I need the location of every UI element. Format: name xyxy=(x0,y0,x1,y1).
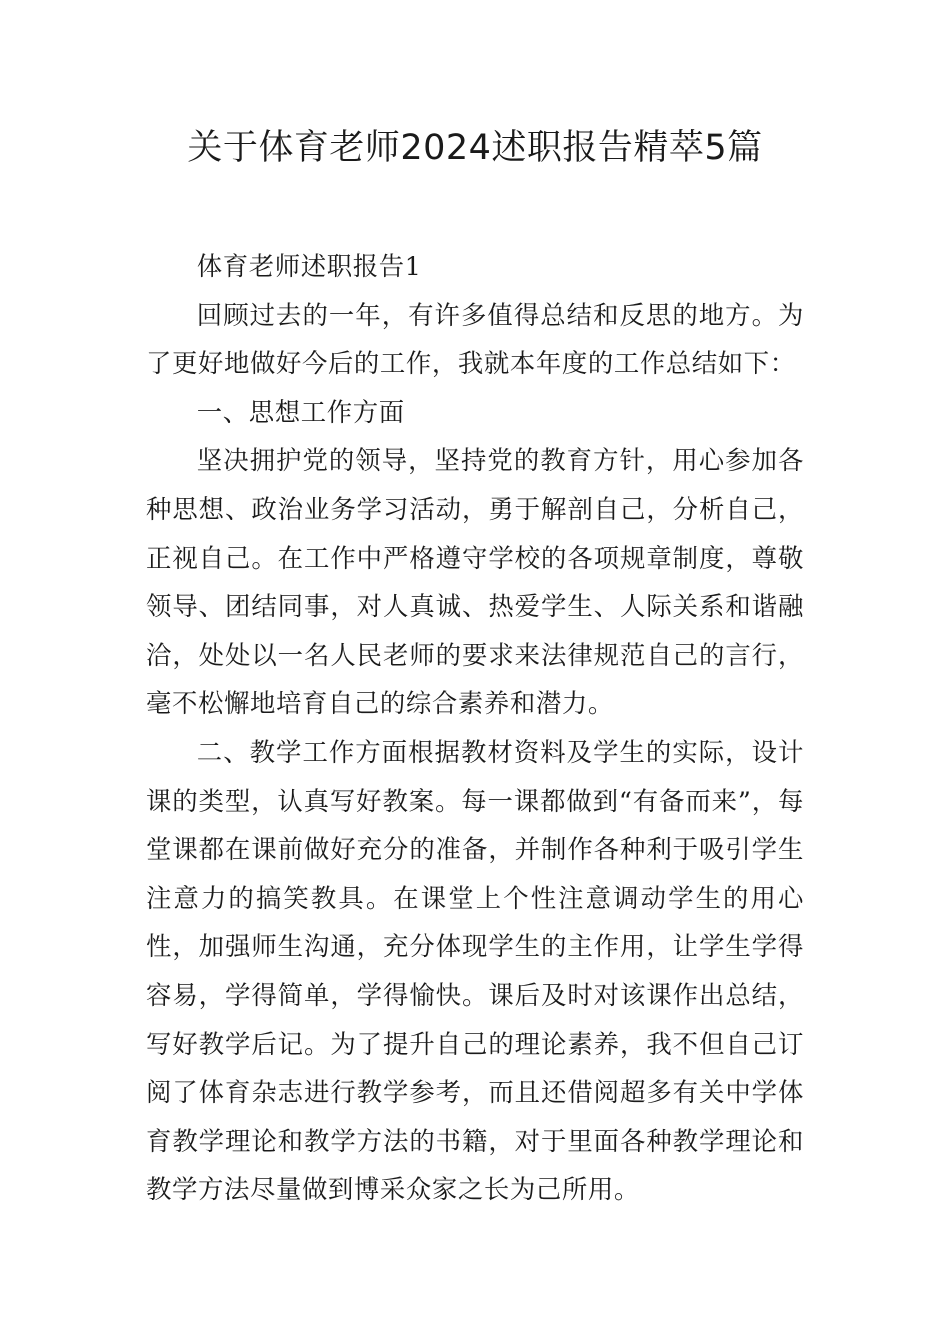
paragraph-intro: 回顾过去的一年，有许多值得总结和反思的地方。为了更好地做好今后的工作，我就本年度的工作总结如下： xyxy=(146,299,804,379)
section-heading-report-1: 体育老师述职报告1 xyxy=(196,251,422,281)
paragraph-teaching: 二、教学工作方面根据教材资料及学生的实际，设计课的类型，认真写好教案。每一课都做到“有备而来”，每堂课都在课前做好充分的准备，并制作各种利于吸引学生注意力的搞笑教具。在课堂上个性注意调动学生的用心性，加强师生沟通，充分体现学生的主作用，让学生学得容易，学得简单，学得愉快。课后及时对该课作出总结，写好教学后记。为了提升自己的理论素养，我不但自己订阅了体育杂志进行教学参考，而且还借阅超多有关中学体育教学理论和教学方法的书籍，对于里面各种教学理论和教学方法尽量做到博采众家之长为己所用。 xyxy=(146,736,804,1205)
section-heading-ideology: 一、思想工作方面 xyxy=(196,396,405,427)
paragraph-ideology: 坚决拥护党的领导，坚持党的教育方针，用心参加各种思想、政治业务学习活动，勇于解剖自己，分析自己，正视自己。在工作中严格遵守学校的各项规章制度，尊敬领导、团结同事，对人真诚、热爱学生、人际关系和谐融洽，处处以一名人民老师的要求来法律规范自己的言行，毫不松懈地培育自己的综合素养和潜力。 xyxy=(146,445,804,719)
document-title: 关于体育老师2024述职报告精萃5篇 xyxy=(187,128,763,168)
document-body xyxy=(146,242,804,1214)
